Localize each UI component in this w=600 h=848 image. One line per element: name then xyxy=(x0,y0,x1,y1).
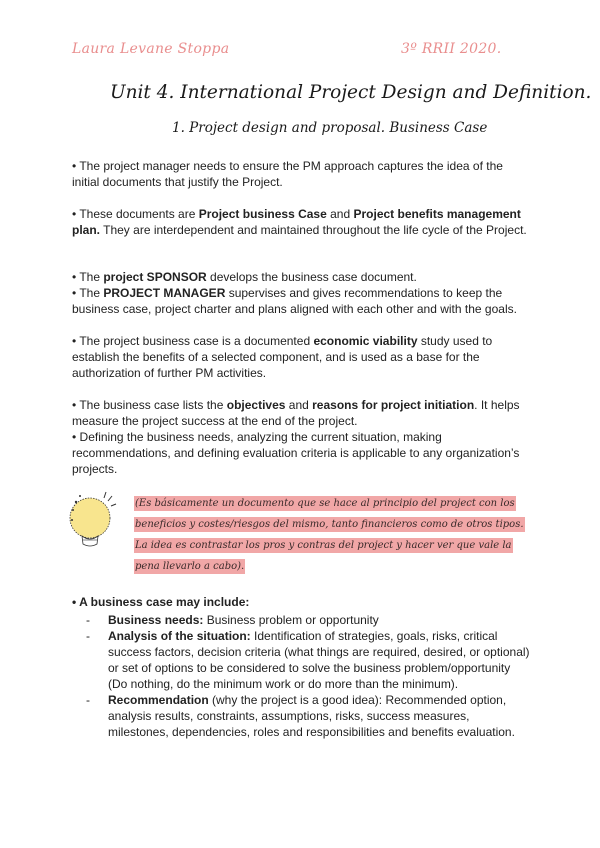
text-run: • The project business case is a documented xyxy=(72,334,314,348)
bold-text: project SPONSOR xyxy=(103,270,207,284)
bold-text: reasons for project initiation xyxy=(312,398,475,412)
business-case-item xyxy=(72,628,532,692)
text-run: study used to establish the benefits of a selected component, and is used as a base for the authorization of further PM activities. xyxy=(72,334,493,380)
bold-text: objectives xyxy=(226,398,286,412)
paragraph-line xyxy=(72,269,530,285)
text-run: • These documents are xyxy=(72,207,199,221)
bold-text: Project benefits management plan. xyxy=(72,207,521,237)
page-title: Unit 4. International Project Design and Definition. xyxy=(110,82,592,103)
text-run: . It helps measure the project success at the end of the project. xyxy=(72,398,520,428)
business-case-list xyxy=(72,594,532,740)
dash-bullet: - xyxy=(86,629,90,643)
paragraph-line xyxy=(72,285,530,317)
item-text: Business problem or opportunity xyxy=(203,613,379,627)
business-case-item xyxy=(72,692,532,740)
paragraph-documents xyxy=(72,206,530,238)
text-run: • The project manager needs to ensure the PM approach captures the idea of the initial documents that justify the Project. xyxy=(72,159,503,189)
paragraph-line xyxy=(72,158,530,190)
paragraph-roles xyxy=(72,269,530,317)
bold-text: PROJECT MANAGER xyxy=(103,286,226,300)
note-highlight: (Es básicamente un documento que se hace al principio del project con los beneficios y costes/riesgos del mismo, tanto financieros como de otros tipos. La idea es contrastar los pros y contras del project y hacer ver que vale la pena llevarlo a cabo). xyxy=(135,498,524,572)
note-text xyxy=(134,493,526,577)
item-text: Identification of strategies, goals, risks, critical success factors, decision criteria (what things are required, desired, or optional) or set of options to be considered to solve the business problem/opportunity (Do nothing, do the minimum work or do more than the minimum). xyxy=(108,629,530,691)
text-run: and xyxy=(326,207,354,221)
business-case-items xyxy=(72,612,532,740)
paragraph-pm-approach xyxy=(72,158,530,190)
text-run: • The xyxy=(72,270,104,284)
lightbulb-icon xyxy=(68,488,126,554)
item-text: (why the project is a good idea): Recommended option, analysis results, constraints, assumptions, risks, success measures, milestones, dependencies, roles and responsibilities and benefits evaluation. xyxy=(108,693,515,739)
course-label: 3º RRII 2020. xyxy=(401,41,502,57)
item-label: Business needs: xyxy=(108,613,204,627)
business-case-heading: • A business case may include: xyxy=(72,595,250,609)
paragraph-objectives xyxy=(72,397,530,477)
paragraph-line xyxy=(72,429,530,477)
author-name: Laura Levane Stoppa xyxy=(72,41,230,57)
paragraph-economic-viability xyxy=(72,333,530,381)
paragraph-line xyxy=(72,397,530,429)
bold-text: economic viability xyxy=(313,334,418,348)
text-run: They are interdependent and maintained throughout the life cycle of the Project. xyxy=(100,223,527,237)
text-run: supervises and gives recommendations to keep the business case, project charter and plans aligned with each other and with the goals. xyxy=(72,286,517,316)
note-block xyxy=(68,488,530,573)
bold-text: Project business Case xyxy=(198,207,327,221)
text-run: and xyxy=(285,398,313,412)
item-label: Recommendation xyxy=(108,693,209,707)
text-run: • Defining the business needs, analyzing the current situation, making recommendations, and defining evaluation criteria is applicable to any organization’s projects. xyxy=(72,430,520,476)
text-run: • The xyxy=(72,286,104,300)
dash-bullet: - xyxy=(86,693,90,707)
item-label: Analysis of the situation: xyxy=(108,629,251,643)
business-case-item xyxy=(72,612,532,628)
text-run: develops the business case document. xyxy=(206,270,417,284)
dash-bullet: - xyxy=(86,613,90,627)
text-run: • The business case lists the xyxy=(72,398,227,412)
paragraph-line xyxy=(72,333,530,381)
section-subtitle: 1. Project design and proposal. Business Case xyxy=(172,120,488,136)
paragraph-line xyxy=(72,206,530,238)
